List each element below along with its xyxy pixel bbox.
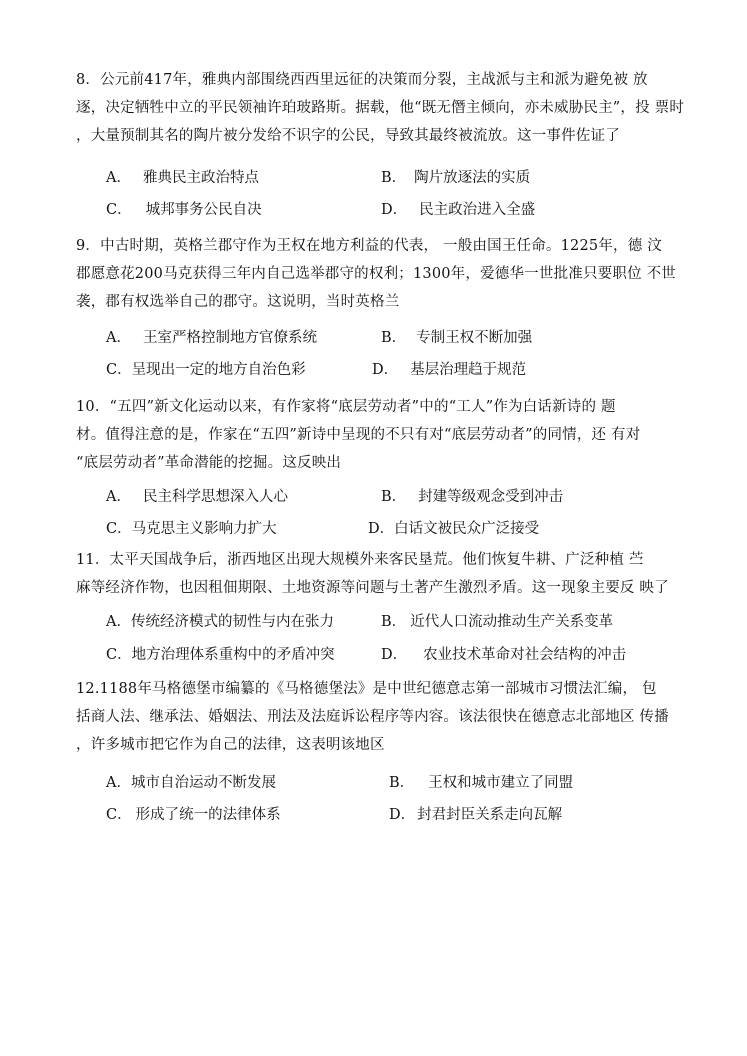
question-12-line-3: ，许多城市把它作为自己的法律，这表明该地区 bbox=[76, 737, 385, 753]
option-c[interactable] bbox=[106, 515, 277, 543]
option-c[interactable] bbox=[106, 801, 281, 829]
option-text: 封君封臣关系走向瓦解 bbox=[417, 807, 563, 823]
option-text: 形成了统一的法律体系 bbox=[135, 807, 281, 823]
question-10-line-2: 材。值得注意的是，作家在“五四”新诗中呈现的不只有对“底层劳动者”的同情，还 有对 bbox=[76, 427, 641, 443]
option-letter: A． bbox=[106, 170, 131, 186]
question-10-line-1: 10．“五四”新文化运动以来，有作家将“底层劳动者”中的“工人”作为白话新诗的 题 bbox=[76, 399, 616, 415]
option-a[interactable] bbox=[106, 483, 288, 511]
question-8-line-3: ，大量预制其名的陶片被分发给不识字的公民，导致其最终被流放。这一事件佐证了 bbox=[76, 128, 620, 144]
option-c[interactable] bbox=[106, 641, 335, 669]
option-letter: C． bbox=[106, 807, 132, 823]
option-b[interactable] bbox=[381, 483, 563, 511]
option-letter: D． bbox=[368, 521, 395, 537]
option-a[interactable] bbox=[106, 769, 276, 797]
option-letter: B． bbox=[381, 170, 407, 186]
option-a[interactable] bbox=[106, 164, 259, 192]
option-letter: A． bbox=[106, 775, 131, 791]
question-9 bbox=[76, 232, 676, 316]
option-b[interactable] bbox=[381, 608, 613, 636]
option-text: 城市自治运动不断发展 bbox=[130, 775, 276, 791]
question-8-line-1: 8．公元前417年，雅典内部围绕西西里远征的决策而分裂，主战派与主和派为避免被 放 bbox=[76, 72, 648, 88]
option-letter: A． bbox=[106, 489, 131, 505]
option-letter: C． bbox=[106, 521, 132, 537]
question-8-line-2: 逐，决定牺牲中立的平民领袖许珀玻路斯。据载，他“既无僭主倾向，亦未威胁民主”，投 票时 bbox=[76, 100, 685, 116]
option-text: 农业技术革命对社会结构的冲击 bbox=[423, 647, 627, 663]
option-text: 白话文被民众广泛接受 bbox=[394, 521, 540, 537]
option-letter: B． bbox=[381, 489, 407, 505]
option-text: 城邦事务公民自决 bbox=[145, 202, 262, 218]
option-letter: A． bbox=[106, 614, 131, 630]
option-b[interactable] bbox=[381, 324, 532, 352]
option-text: 传统经济模式的韧性与内在张力 bbox=[130, 614, 334, 630]
question-10-line-3: “底层劳动者”革命潜能的挖掘。这反映出 bbox=[76, 455, 342, 471]
option-a[interactable] bbox=[106, 608, 334, 636]
option-text: 近代人口流动推动生产关系变革 bbox=[410, 614, 614, 630]
question-10 bbox=[76, 393, 676, 477]
option-a[interactable] bbox=[106, 324, 317, 352]
option-letter: D． bbox=[381, 647, 408, 663]
option-letter: D． bbox=[381, 202, 408, 218]
question-9-line-3: 袭，郡有权选举自己的郡守。这说明，当时英格兰 bbox=[76, 294, 400, 310]
question-11-line-1: 11．太平天国战争后，浙西地区出现大规模外来客民垦荒。他们恢复牛耕、广泛种植 苎 bbox=[76, 552, 644, 568]
option-d[interactable] bbox=[368, 515, 539, 543]
option-text: 民主政治进入全盛 bbox=[419, 202, 536, 218]
option-text: 王室严格控制地方官僚系统 bbox=[142, 330, 317, 346]
option-c[interactable] bbox=[106, 196, 262, 224]
option-letter: B． bbox=[381, 330, 407, 346]
option-letter: C． bbox=[106, 202, 132, 218]
option-text: 民主科学思想深入人心 bbox=[142, 489, 288, 505]
question-9-line-1: 9．中古时期，英格兰郡守作为王权在地方利益的代表， 一般由国王任命。1225年，德 汶 bbox=[76, 238, 662, 254]
question-11-line-2: 麻等经济作物，也因租佃期限、土地资源等问题与土著产生激烈矛盾。这一现象主要反 映了 bbox=[76, 580, 669, 596]
option-text: 雅典民主政治特点 bbox=[142, 170, 259, 186]
option-letter: C． bbox=[106, 362, 132, 378]
option-text: 王权和城市建立了同盟 bbox=[428, 775, 574, 791]
option-d[interactable] bbox=[381, 641, 626, 669]
question-12 bbox=[76, 675, 676, 759]
option-text: 地方治理体系重构中的矛盾冲突 bbox=[131, 647, 335, 663]
option-d[interactable] bbox=[389, 801, 562, 829]
option-letter: C． bbox=[106, 647, 132, 663]
question-8 bbox=[76, 66, 685, 150]
option-letter: D． bbox=[372, 362, 399, 378]
option-text: 专制王权不断加强 bbox=[416, 330, 533, 346]
option-letter: B． bbox=[389, 775, 415, 791]
option-b[interactable] bbox=[389, 769, 573, 797]
option-text: 马克思主义影响力扩大 bbox=[131, 521, 277, 537]
option-text: 陶片放逐法的实质 bbox=[414, 170, 531, 186]
question-12-line-2: 括商人法、继承法、婚姻法、刑法及法庭诉讼程序等内容。该法很快在德意志北部地区 传播 bbox=[76, 709, 669, 725]
option-letter: B． bbox=[381, 614, 407, 630]
question-12-line-1: 12.1188年马格德堡市编纂的《马格德堡法》是中世纪德意志第一部城市习惯法汇编， 包 bbox=[76, 681, 657, 697]
option-letter: D． bbox=[389, 807, 416, 823]
option-letter: A． bbox=[106, 330, 131, 346]
option-text: 基层治理趋于规范 bbox=[410, 362, 527, 378]
option-text: 呈现出一定的地方自治色彩 bbox=[131, 362, 306, 378]
option-d[interactable] bbox=[372, 356, 526, 384]
question-11 bbox=[76, 546, 676, 602]
question-9-line-2: 郡愿意花200马克获得三年内自己选举郡守的权利；1300年，爱德华一世批准只要职位 不世 bbox=[76, 266, 676, 282]
option-text: 封建等级观念受到冲击 bbox=[418, 489, 564, 505]
option-c[interactable] bbox=[106, 356, 306, 384]
option-b[interactable] bbox=[381, 164, 530, 192]
option-d[interactable] bbox=[381, 196, 535, 224]
